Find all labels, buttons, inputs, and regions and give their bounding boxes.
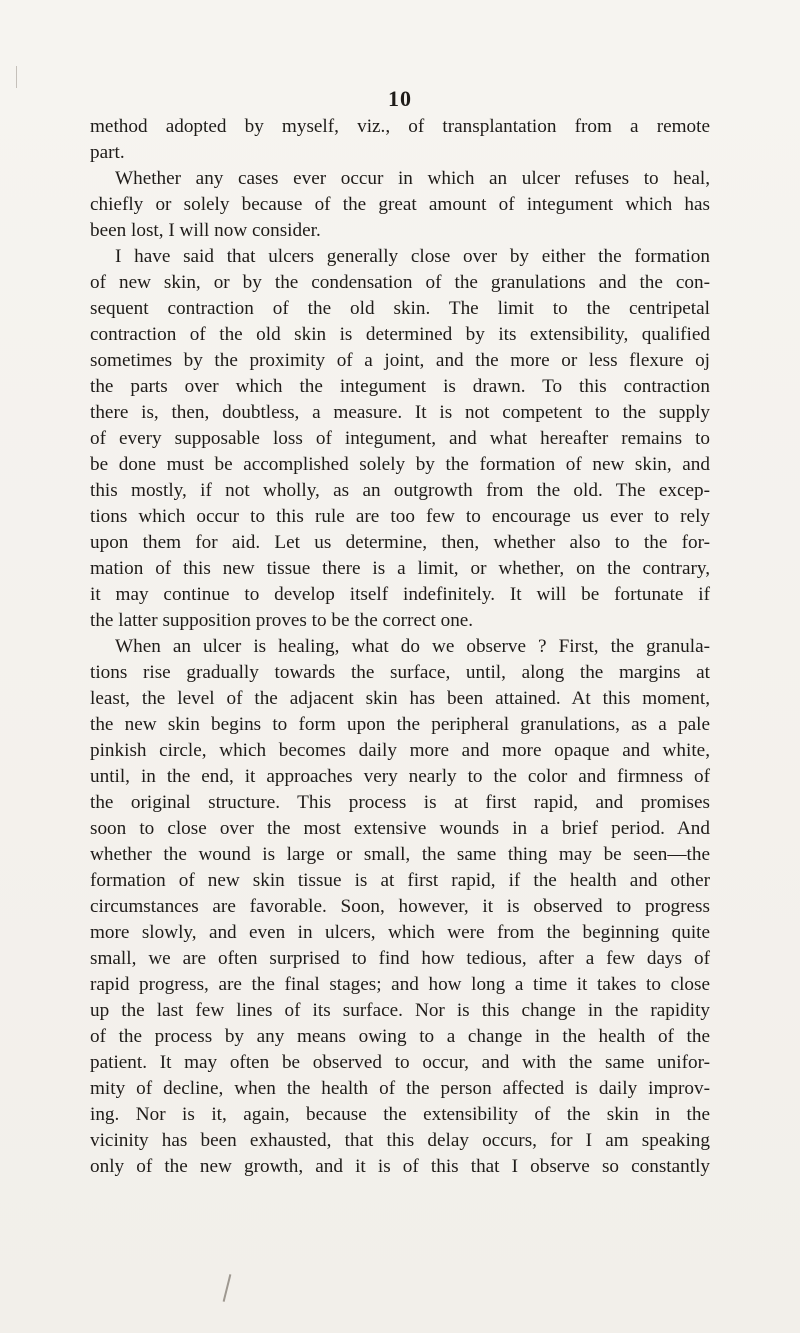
text-line: up the last few lines of its surface. Nor is this change in the rapidity [90,1000,710,1021]
text-line: the parts over which the integument is drawn. To this contraction [90,376,710,397]
ink-mark [223,1274,232,1302]
text-line: the original structure. This process is at first rapid, and promises [90,792,710,813]
text-line: part. [90,142,125,163]
text-line: been lost, I will now consider. [90,220,321,241]
text-line: of new skin, or by the condensation of the granulations and the con- [90,272,710,293]
text-line: When an ulcer is healing, what do we observe ? First, the granula- [115,636,710,657]
text-line: small, we are often surprised to find how tedious, after a few days of [90,948,710,969]
text-line: circumstances are favorable. Soon, however, it is observed to progress [90,896,710,917]
text-line: mity of decline, when the health of the person affected is daily improv- [90,1078,710,1099]
text-line: the new skin begins to form upon the peripheral granulations, as a pale [90,714,710,735]
text-line: sequent contraction of the old skin. The limit to the centripetal [90,298,710,319]
text-line: mation of this new tissue there is a limit, or whether, on the contrary, [90,558,710,579]
text-line: pinkish circle, which becomes daily more and more opaque and white, [90,740,710,761]
body-text [90,114,710,1180]
text-line: formation of new skin tissue is at first rapid, if the health and other [90,870,710,891]
text-line: this mostly, if not wholly, as an outgrowth from the old. The excep- [90,480,710,501]
text-line: least, the level of the adjacent skin has been attained. At this moment, [90,688,710,709]
text-line: chiefly or solely because of the great amount of integument which has [90,194,710,215]
text-line: soon to close over the most extensive wounds in a brief period. And [90,818,710,839]
text-line: there is, then, doubtless, a measure. It is not competent to the supply [90,402,710,423]
text-line: contraction of the old skin is determined by its extensibility, qualified [90,324,710,345]
text-line: ing. Nor is it, again, because the extensibility of the skin in the [90,1104,710,1125]
text-line: patient. It may often be observed to occur, and with the same unifor- [90,1052,710,1073]
text-line: I have said that ulcers generally close over by either the formation [115,246,710,267]
text-line: the latter supposition proves to be the correct one. [90,610,474,631]
paper-blemish [16,66,17,88]
text-line: only of the new growth, and it is of this that I observe so constantly [90,1156,710,1177]
text-line: tions which occur to this rule are too few to encourage us ever to rely [90,506,710,527]
text-line: more slowly, and even in ulcers, which were from the beginning quite [90,922,710,943]
text-line: upon them for aid. Let us determine, then, whether also to the for- [90,532,710,553]
text-line: whether the wound is large or small, the same thing may be seen—the [90,844,710,865]
text-line: method adopted by myself, viz., of transplantation from a remote [90,116,710,137]
text-line: sometimes by the proximity of a joint, and the more or less flexure oj [90,350,710,371]
text-line: tions rise gradually towards the surface, until, along the margins at [90,662,710,683]
text-line: Whether any cases ever occur in which an ulcer refuses to heal, [115,168,710,189]
text-line: vicinity has been exhausted, that this delay occurs, for I am speaking [90,1130,710,1151]
page-number: 10 [388,86,412,111]
text-line: of the process by any means owing to a change in the health of the [90,1026,710,1047]
text-line: be done must be accomplished solely by the formation of new skin, and [90,454,710,475]
text-line: of every supposable loss of integument, and what hereafter remains to [90,428,710,449]
text-line: it may continue to develop itself indefinitely. It will be fortunate if [90,584,710,605]
text-line: until, in the end, it approaches very nearly to the color and firmness of [90,766,710,787]
text-line: rapid progress, are the final stages; and how long a time it takes to close [90,974,710,995]
